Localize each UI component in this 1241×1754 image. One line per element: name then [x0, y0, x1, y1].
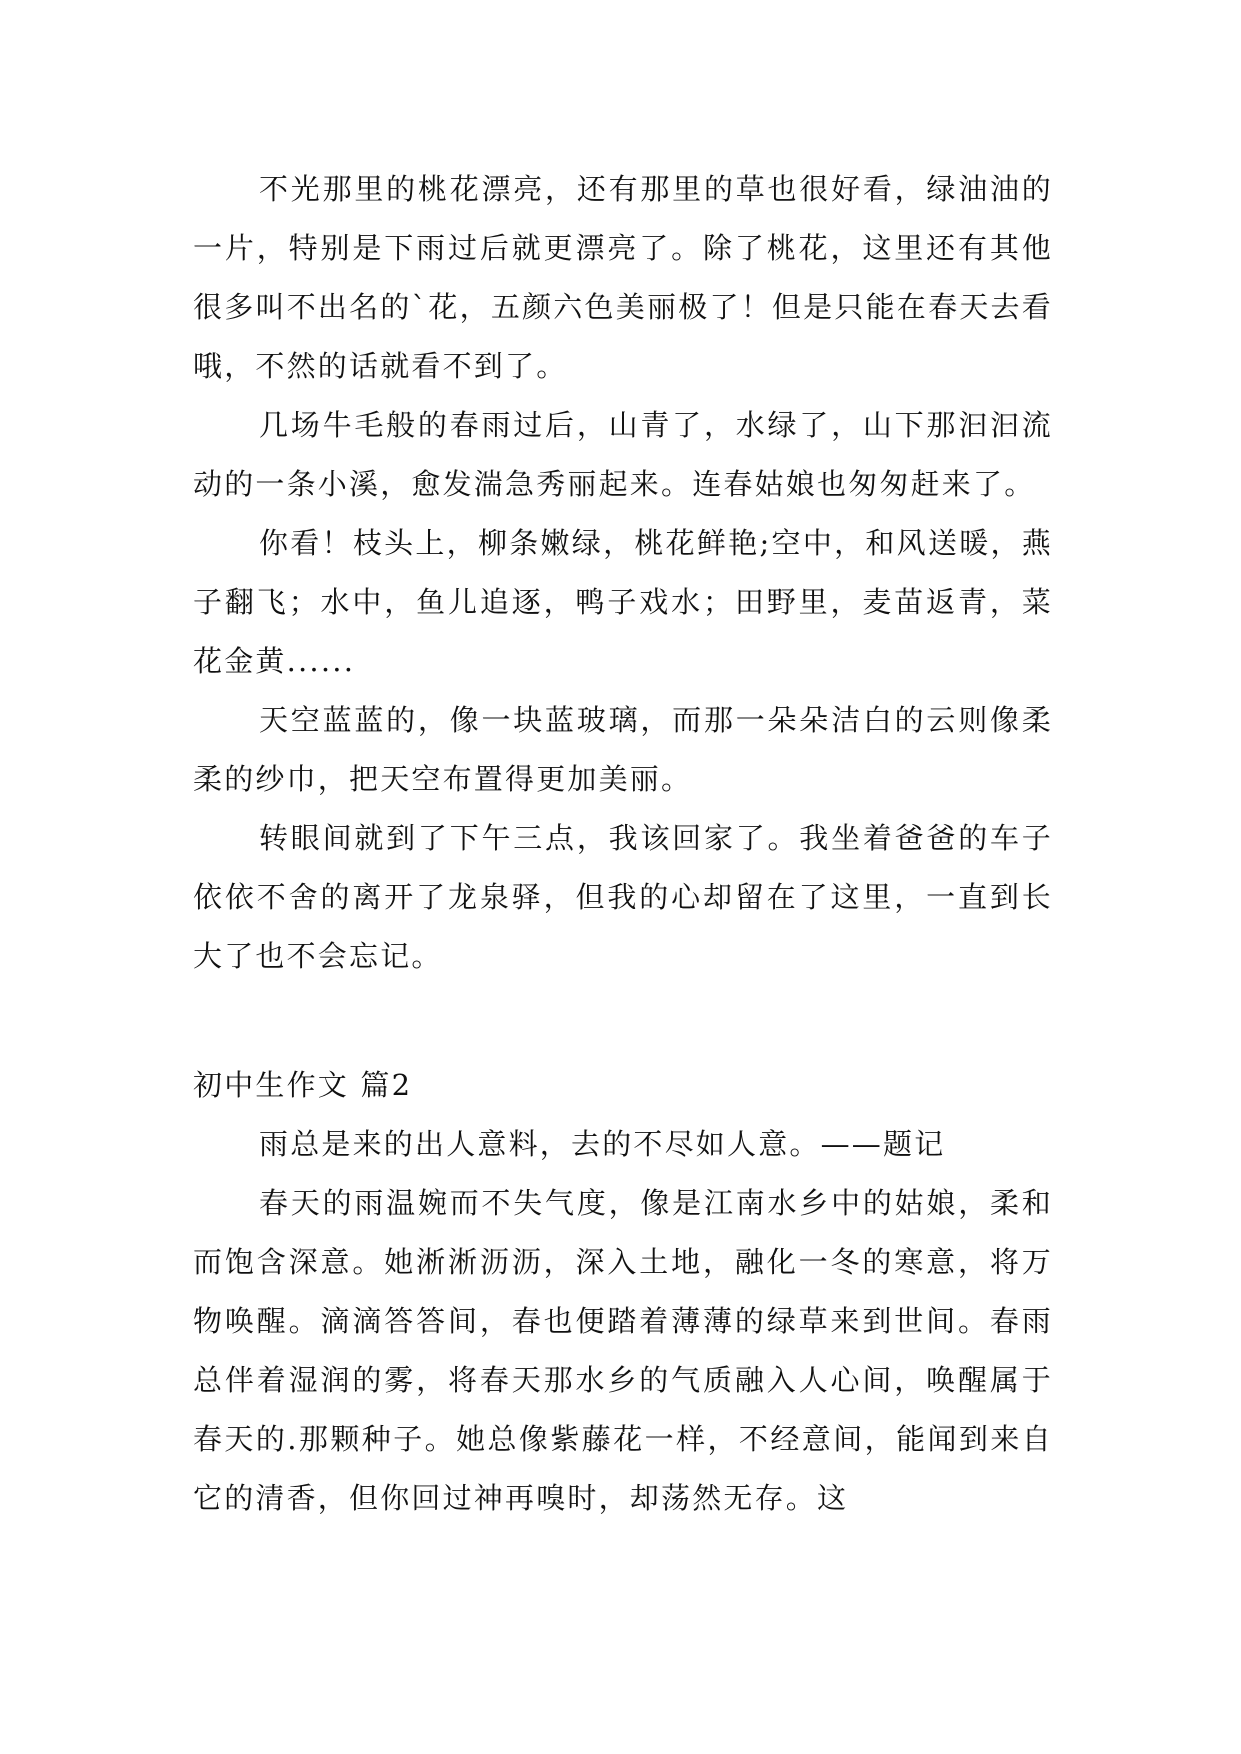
paragraph-peach-blossoms: 不光那里的桃花漂亮，还有那里的草也很好看，绿油油的一片，特别是下雨过后就更漂亮了。除了桃花，这里还有其他很多叫不出名的`花，五颜六色美丽极了！但是只能在春天去看哦，不然的话就看不到了。 — [193, 172, 1053, 383]
paragraph-spring-rain-essay: 春天的雨温婉而不失气度，像是江南水乡中的姑娘，柔和而饱含深意。她淅淅沥沥，深入土地，融化一冬的寒意，将万物唤醒。滴滴答答间，春也便踏着薄薄的绿草来到世间。春雨总伴着湿润的雾，将春天那水乡的气质融入人心间，唤醒属于春天的.那颗种子。她总像紫藤花一样，不经意间，能闻到来自它的清香，但你回过神再嗅时，却荡然无存。这 — [193, 1186, 1053, 1515]
section-title: 初中生作文 篇2 — [193, 1068, 413, 1102]
paragraph-blue-sky: 天空蓝蓝的，像一块蓝玻璃，而那一朵朵洁白的云则像柔柔的纱巾，把天空布置得更加美丽。 — [193, 703, 1053, 796]
paragraph-spring-rain-stream: 几场牛毛般的春雨过后，山青了，水绿了，山下那汩汩流动的一条小溪，愈发湍急秀丽起来。连春姑娘也匆匆赶来了。 — [193, 408, 1053, 501]
paragraph-spring-scenes: 你看！枝头上，柳条嫩绿，桃花鲜艳;空中，和风送暖，燕子翻飞；水中，鱼儿追逐，鸭子戏水；田野里，麦苗返青，菜花金黄...... — [193, 526, 1053, 678]
document-body — [193, 160, 1053, 1528]
paragraph-epigraph: 雨总是来的出人意料，去的不尽如人意。——题记 — [259, 1127, 946, 1161]
paragraph-going-home: 转眼间就到了下午三点，我该回家了。我坐着爸爸的车子依依不舍的离开了龙泉驿，但我的心却留在了这里，一直到长大了也不会忘记。 — [193, 821, 1053, 973]
